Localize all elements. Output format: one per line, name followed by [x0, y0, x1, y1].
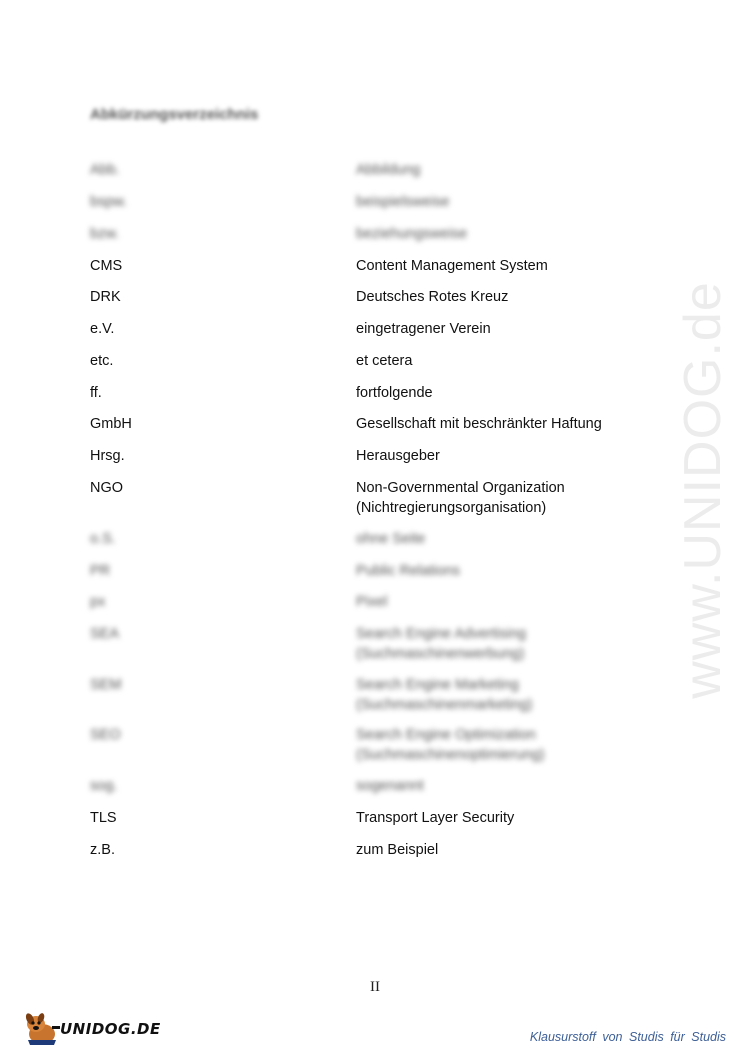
- abbreviation: px: [90, 594, 106, 610]
- abbreviation: Hrsg.: [90, 448, 125, 464]
- definition: [356, 840, 656, 860]
- definition: [356, 592, 656, 612]
- definition-line: Deutsches Rotes Kreuz: [356, 289, 509, 305]
- footer-tagline: Klausurstoff von Studis für Studis: [529, 1030, 726, 1044]
- definition: [356, 414, 656, 434]
- definition-line: Transport Layer Security: [356, 810, 515, 826]
- definition: [356, 725, 656, 765]
- definition: [356, 529, 656, 549]
- definition-line: Herausgeber: [356, 448, 440, 464]
- definition: [356, 256, 656, 276]
- definition-line: Pixel: [356, 594, 388, 610]
- abbreviation: SEM: [90, 677, 122, 693]
- page-number: II: [370, 979, 380, 995]
- definition: [356, 561, 656, 581]
- definition: [356, 319, 656, 339]
- definition: [356, 224, 656, 244]
- definition-line: Content Management System: [356, 258, 548, 274]
- abbreviation: NGO: [90, 480, 124, 496]
- dog-mascot-icon: [22, 1010, 62, 1048]
- definition-line: Search Engine Advertising: [356, 626, 527, 642]
- abbreviation: etc.: [90, 353, 114, 369]
- abbreviation: bspw.: [90, 194, 128, 210]
- definition-line: Gesellschaft mit beschränkter Haftung: [356, 416, 602, 432]
- watermark-text: www.UNIDOG.de: [674, 281, 732, 699]
- definition: [356, 192, 656, 212]
- abbreviation: z.B.: [90, 842, 115, 858]
- definition-line: (Suchmaschinenwerbung): [356, 646, 525, 662]
- abbreviation: ff.: [90, 385, 102, 401]
- definition-line: Search Engine Marketing: [356, 677, 519, 693]
- definition-line: sogenannt: [356, 778, 424, 794]
- abbreviation: bzw.: [90, 226, 120, 242]
- definition: [356, 351, 656, 371]
- definition-line: beispielsweise: [356, 194, 450, 210]
- definition-line: (Suchmaschinenmarketing): [356, 697, 533, 713]
- definition: [356, 675, 656, 715]
- definition-line: eingetragener Verein: [356, 321, 491, 337]
- definition-line: Search Engine Optimization: [356, 727, 536, 743]
- abbreviation: CMS: [90, 258, 123, 274]
- section-heading: Abkürzungsverzeichnis: [90, 106, 259, 123]
- definition-line: fortfolgende: [356, 385, 433, 401]
- definition-line: (Nichtregierungsorganisation): [356, 500, 547, 516]
- definition: [356, 808, 656, 828]
- abbreviation: e.V.: [90, 321, 115, 337]
- definition-line: Non-Governmental Organization: [356, 480, 565, 496]
- unidog-logo: [22, 1010, 161, 1048]
- abbreviation: SEA: [90, 626, 120, 642]
- abbreviation: PR: [90, 563, 111, 579]
- logo-text: UNIDOG.DE: [60, 1020, 161, 1038]
- abbreviation: DRK: [90, 289, 121, 305]
- abbreviation: o.S.: [90, 531, 116, 547]
- definition-line: et cetera: [356, 353, 413, 369]
- definition-line: (Suchmaschinenoptimierung): [356, 747, 545, 763]
- definition-line: beziehungsweise: [356, 226, 468, 242]
- definition: [356, 776, 656, 796]
- definition-line: zum Beispiel: [356, 842, 439, 858]
- abbreviation: SEO: [90, 727, 121, 743]
- definition-line: Abbildung: [356, 162, 421, 178]
- abbreviation: GmbH: [90, 416, 132, 432]
- definition: [356, 624, 656, 664]
- definition-line: ohne Seite: [356, 531, 426, 547]
- watermark: [648, 240, 750, 740]
- abbreviation: sog.: [90, 778, 118, 794]
- definition-line: Public Relations: [356, 563, 460, 579]
- definition: [356, 478, 656, 518]
- definition: [356, 160, 656, 180]
- definition: [356, 287, 656, 307]
- definition: [356, 446, 656, 466]
- abbreviation: Abb.: [90, 162, 120, 178]
- abbreviation: TLS: [90, 810, 117, 826]
- definition: [356, 383, 656, 403]
